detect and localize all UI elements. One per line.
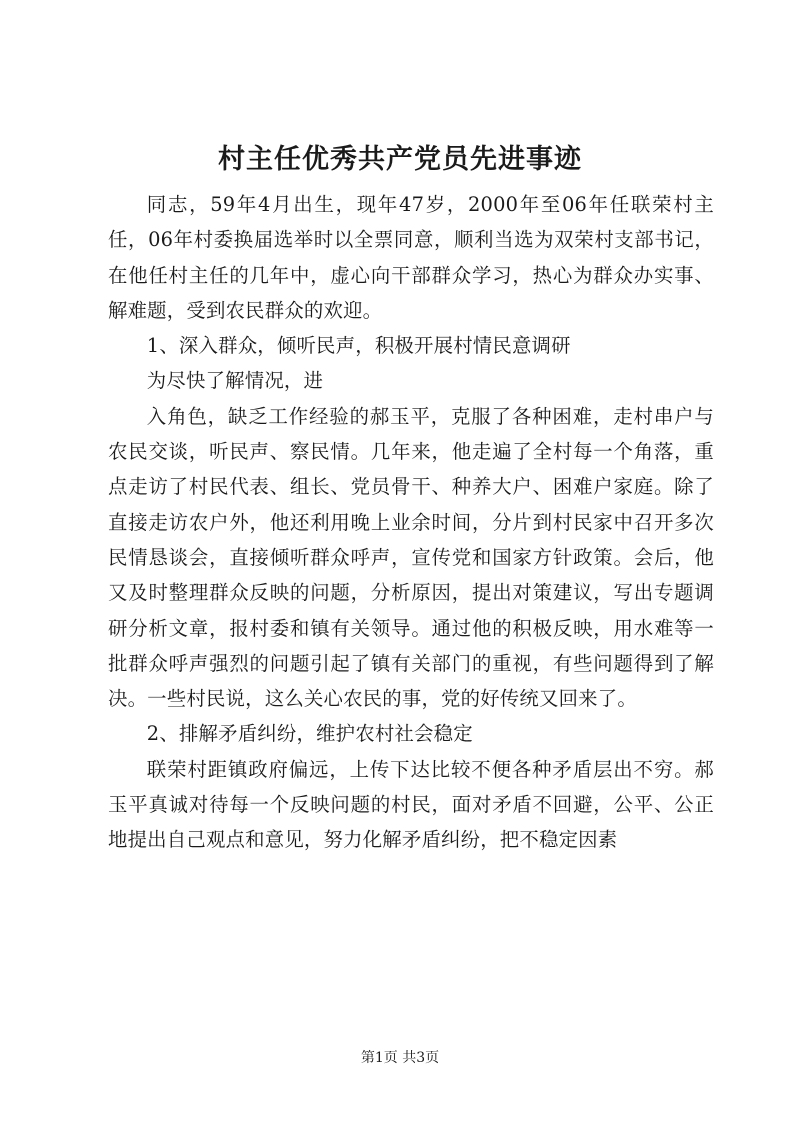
paragraph-intro: 同志，59年4月出生，现年47岁，2000年至06年任联荣村主任，06年村委换届选举时以全票同意，顺利当选为双荣村支部书记，在他任村主任的几年中，虚心向干部群众学习，热心为群众办实事、解难题，受到农民群众的欢迎。	[108, 193, 714, 322]
paragraph-disputes: 联荣村距镇政府偏远，上传下达比较不便各种矛盾层出不穷。郝玉平真诚对待每一个反映问题的村民，面对矛盾不回避，公平、公正地提出自己观点和意见，努力化解矛盾纠纷，把不稳定因素	[108, 757, 714, 852]
paragraph-research: 入角色，缺乏工作经验的郝玉平，克服了各种困难，走村串户与农民交谈，听民声、察民情。几年来，他走遍了全村每一个角落，重点走访了村民代表、组长、党员骨干、种养大户、困难户家庭。除了直接走访农户外，他还利用晚上业余时间，分片到村民家中召开多次民情恳谈会，直接倾听群众呼声，宣传党和国家方针政策。会后，他又及时整理群众反映的问题，分析原因，提出对策建议，写出专题调研分析文章，报村委和镇有关领导。通过他的积极反映，用水难等一批群众呼声强烈的问题引起了镇有关部门的重视，有些问题得到了解决。一些村民说，这么关心农民的事，党的好传统又回来了。	[108, 404, 714, 711]
paragraph-fragment: 为尽快了解情况，进	[146, 369, 324, 393]
document-body	[108, 187, 714, 858]
section-heading-1: 1、深入群众，倾听民声，积极开展村情民意调研	[146, 334, 571, 358]
page-number-footer: 第1页 共3页	[360, 1050, 440, 1066]
document-title: 村主任优秀共产党员先进事迹	[218, 144, 582, 175]
section-heading-2: 2、排解矛盾纠纷，维护农村社会稳定	[146, 722, 473, 746]
